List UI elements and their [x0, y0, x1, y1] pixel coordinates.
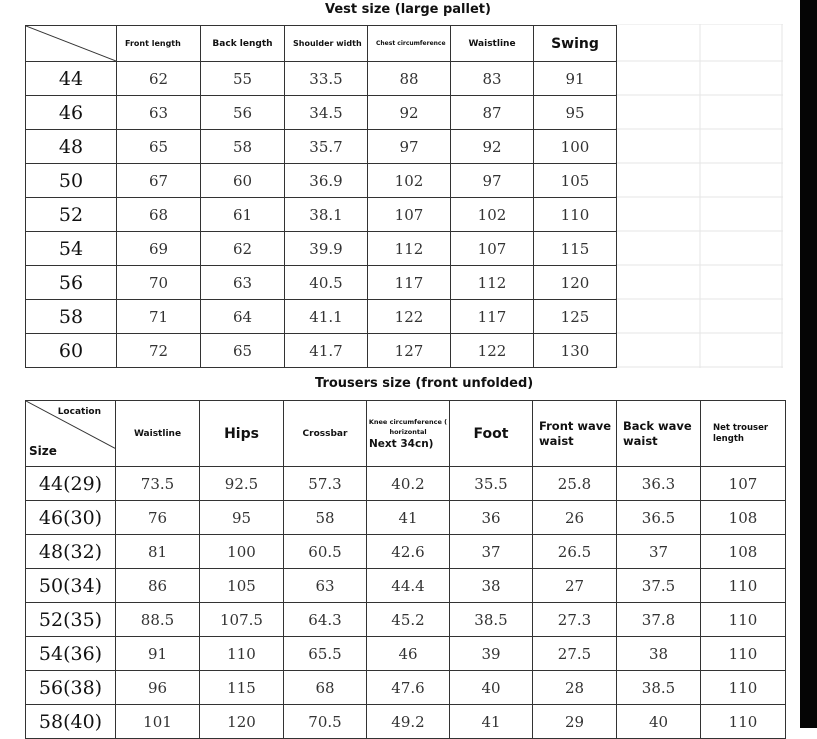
vest-value-cell: 41.1	[285, 300, 368, 334]
vest-value-cell: 71	[117, 300, 201, 334]
trousers-value-cell: 37.5	[617, 569, 701, 603]
trousers-value-cell: 108	[701, 535, 786, 569]
trousers-value-cell: 107.5	[200, 603, 284, 637]
trousers-value-cell: 57.3	[284, 467, 367, 501]
trousers-value-cell: 88.5	[116, 603, 200, 637]
trousers-value-cell: 29	[533, 705, 617, 739]
trousers-size-cell: 56(38)	[26, 671, 116, 705]
vest-value-cell: 95	[534, 96, 617, 130]
trousers-value-cell: 45.2	[367, 603, 450, 637]
vest-value-cell: 62	[117, 62, 201, 96]
trousers-value-cell: 41	[450, 705, 533, 739]
trousers-value-cell: 46	[367, 637, 450, 671]
trousers-row	[26, 603, 786, 637]
vest-header-waistline: Waistline	[451, 26, 534, 62]
vest-value-cell: 117	[451, 300, 534, 334]
trousers-value-cell: 63	[284, 569, 367, 603]
vest-row	[26, 62, 617, 96]
vest-value-cell: 38.1	[285, 198, 368, 232]
vest-value-cell: 34.5	[285, 96, 368, 130]
trousers-value-cell: 27.5	[533, 637, 617, 671]
trousers-row	[26, 637, 786, 671]
trousers-value-cell: 64.3	[284, 603, 367, 637]
vest-row	[26, 96, 617, 130]
vest-row	[26, 198, 617, 232]
vest-value-cell: 55	[201, 62, 285, 96]
vest-value-cell: 120	[534, 266, 617, 300]
trousers-value-cell: 36.3	[617, 467, 701, 501]
vest-value-cell: 56	[201, 96, 285, 130]
vest-value-cell: 65	[117, 130, 201, 164]
trousers-value-cell: 36.5	[617, 501, 701, 535]
trousers-row	[26, 501, 786, 535]
vest-value-cell: 36.9	[285, 164, 368, 198]
trousers-value-cell: 86	[116, 569, 200, 603]
trousers-value-cell: 39	[450, 637, 533, 671]
trousers-row	[26, 467, 786, 501]
vest-size-cell: 54	[26, 232, 117, 266]
trousers-header-net-length: Net trouser length	[701, 401, 786, 467]
location-label: Location	[57, 407, 101, 417]
vest-value-cell: 33.5	[285, 62, 368, 96]
vest-header-chest: Chest circumference	[368, 26, 451, 62]
trousers-value-cell: 110	[701, 603, 786, 637]
vest-size-cell: 58	[26, 300, 117, 334]
vest-value-cell: 97	[368, 130, 451, 164]
vest-value-cell: 107	[368, 198, 451, 232]
trousers-value-cell: 44.4	[367, 569, 450, 603]
vest-title: Vest size (large pallet)	[325, 2, 491, 17]
trousers-value-cell: 81	[116, 535, 200, 569]
trousers-value-cell: 92.5	[200, 467, 284, 501]
trousers-value-cell: 40.2	[367, 467, 450, 501]
vest-value-cell: 62	[201, 232, 285, 266]
right-edge-bar	[800, 0, 817, 728]
vest-size-cell: 52	[26, 198, 117, 232]
trousers-header-row	[26, 401, 786, 467]
trousers-value-cell: 101	[116, 705, 200, 739]
vest-value-cell: 117	[368, 266, 451, 300]
trousers-value-cell: 76	[116, 501, 200, 535]
vest-value-cell: 64	[201, 300, 285, 334]
trousers-value-cell: 120	[200, 705, 284, 739]
vest-value-cell: 68	[117, 198, 201, 232]
vest-header-swing: Swing	[534, 26, 617, 62]
trousers-value-cell: 60.5	[284, 535, 367, 569]
vest-value-cell: 107	[451, 232, 534, 266]
trousers-row	[26, 535, 786, 569]
vest-header-row	[26, 26, 617, 62]
vest-header-back-length: Back length	[201, 26, 285, 62]
vest-value-cell: 97	[451, 164, 534, 198]
trousers-value-cell: 58	[284, 501, 367, 535]
vest-corner-cell	[26, 26, 117, 62]
trousers-size-cell: 52(35)	[26, 603, 116, 637]
trousers-value-cell: 38.5	[617, 671, 701, 705]
vest-size-table	[25, 25, 617, 368]
trousers-value-cell: 37	[617, 535, 701, 569]
trousers-size-cell: 46(30)	[26, 501, 116, 535]
vest-header-front-length: Front length	[117, 26, 201, 62]
vest-value-cell: 110	[534, 198, 617, 232]
background-gridlines	[615, 24, 783, 368]
trousers-value-cell: 115	[200, 671, 284, 705]
vest-value-cell: 130	[534, 334, 617, 368]
trousers-value-cell: 110	[701, 671, 786, 705]
trousers-value-cell: 27	[533, 569, 617, 603]
trousers-header-hips: Hips	[200, 401, 284, 467]
vest-value-cell: 91	[534, 62, 617, 96]
trousers-corner-cell	[26, 401, 116, 467]
size-label: Size	[29, 444, 57, 458]
trousers-size-cell: 58(40)	[26, 705, 116, 739]
vest-value-cell: 70	[117, 266, 201, 300]
vest-row	[26, 232, 617, 266]
trousers-value-cell: 68	[284, 671, 367, 705]
trousers-value-cell: 28	[533, 671, 617, 705]
trousers-size-cell: 54(36)	[26, 637, 116, 671]
trousers-header-knee	[367, 401, 450, 467]
vest-value-cell: 112	[368, 232, 451, 266]
trousers-value-cell: 65.5	[284, 637, 367, 671]
vest-value-cell: 127	[368, 334, 451, 368]
vest-size-cell: 60	[26, 334, 117, 368]
trousers-value-cell: 40	[617, 705, 701, 739]
trousers-header-crossbar: Crossbar	[284, 401, 367, 467]
trousers-header-back-wave: Back wave waist	[617, 401, 701, 467]
vest-value-cell: 102	[368, 164, 451, 198]
vest-row	[26, 266, 617, 300]
trousers-value-cell: 110	[701, 637, 786, 671]
vest-value-cell: 87	[451, 96, 534, 130]
trousers-header-foot: Foot	[450, 401, 533, 467]
trousers-size-cell: 48(32)	[26, 535, 116, 569]
trousers-value-cell: 37	[450, 535, 533, 569]
trousers-size-cell: 50(34)	[26, 569, 116, 603]
vest-row	[26, 300, 617, 334]
vest-value-cell: 63	[117, 96, 201, 130]
trousers-value-cell: 41	[367, 501, 450, 535]
vest-size-cell: 56	[26, 266, 117, 300]
vest-value-cell: 40.5	[285, 266, 368, 300]
vest-row	[26, 130, 617, 164]
vest-value-cell: 122	[451, 334, 534, 368]
vest-value-cell: 72	[117, 334, 201, 368]
knee-header-line1: Knee circumference (	[368, 417, 448, 426]
vest-value-cell: 67	[117, 164, 201, 198]
vest-size-cell: 44	[26, 62, 117, 96]
vest-size-cell: 46	[26, 96, 117, 130]
vest-value-cell: 88	[368, 62, 451, 96]
trousers-value-cell: 91	[116, 637, 200, 671]
vest-value-cell: 92	[451, 130, 534, 164]
trousers-size-cell: 44(29)	[26, 467, 116, 501]
vest-value-cell: 58	[201, 130, 285, 164]
trousers-value-cell: 96	[116, 671, 200, 705]
vest-value-cell: 35.7	[285, 130, 368, 164]
trousers-header-waistline: Waistline	[116, 401, 200, 467]
vest-value-cell: 105	[534, 164, 617, 198]
vest-value-cell: 125	[534, 300, 617, 334]
trousers-value-cell: 49.2	[367, 705, 450, 739]
vest-value-cell: 112	[451, 266, 534, 300]
trousers-value-cell: 25.8	[533, 467, 617, 501]
trousers-value-cell: 40	[450, 671, 533, 705]
vest-row	[26, 164, 617, 198]
trousers-value-cell: 95	[200, 501, 284, 535]
vest-value-cell: 60	[201, 164, 285, 198]
trousers-value-cell: 105	[200, 569, 284, 603]
trousers-value-cell: 26	[533, 501, 617, 535]
trousers-value-cell: 38	[617, 637, 701, 671]
trousers-value-cell: 27.3	[533, 603, 617, 637]
vest-value-cell: 115	[534, 232, 617, 266]
trousers-row	[26, 569, 786, 603]
vest-value-cell: 65	[201, 334, 285, 368]
trousers-value-cell: 108	[701, 501, 786, 535]
vest-value-cell: 63	[201, 266, 285, 300]
trousers-value-cell: 38	[450, 569, 533, 603]
trousers-title: Trousers size (front unfolded)	[315, 376, 534, 391]
trousers-value-cell: 110	[701, 705, 786, 739]
trousers-value-cell: 36	[450, 501, 533, 535]
vest-value-cell: 102	[451, 198, 534, 232]
vest-value-cell: 69	[117, 232, 201, 266]
trousers-value-cell: 47.6	[367, 671, 450, 705]
vest-value-cell: 100	[534, 130, 617, 164]
trousers-row	[26, 705, 786, 739]
trousers-value-cell: 110	[701, 569, 786, 603]
trousers-value-cell: 26.5	[533, 535, 617, 569]
trousers-value-cell: 35.5	[450, 467, 533, 501]
vest-size-cell: 50	[26, 164, 117, 198]
vest-value-cell: 83	[451, 62, 534, 96]
trousers-value-cell: 110	[200, 637, 284, 671]
trousers-row	[26, 671, 786, 705]
vest-value-cell: 41.7	[285, 334, 368, 368]
trousers-value-cell: 38.5	[450, 603, 533, 637]
vest-value-cell: 61	[201, 198, 285, 232]
vest-row	[26, 334, 617, 368]
vest-size-cell: 48	[26, 130, 117, 164]
trousers-value-cell: 70.5	[284, 705, 367, 739]
vest-header-shoulder-width: Shoulder width	[285, 26, 368, 62]
knee-header-line3: Next 34cn)	[369, 437, 434, 450]
trousers-header-front-wave: Front wave waist	[533, 401, 617, 467]
knee-header-line2: horizontal	[389, 427, 427, 436]
trousers-value-cell: 100	[200, 535, 284, 569]
trousers-size-table	[25, 400, 786, 739]
trousers-value-cell: 107	[701, 467, 786, 501]
trousers-value-cell: 37.8	[617, 603, 701, 637]
vest-value-cell: 122	[368, 300, 451, 334]
vest-value-cell: 39.9	[285, 232, 368, 266]
trousers-value-cell: 73.5	[116, 467, 200, 501]
vest-value-cell: 92	[368, 96, 451, 130]
trousers-value-cell: 42.6	[367, 535, 450, 569]
